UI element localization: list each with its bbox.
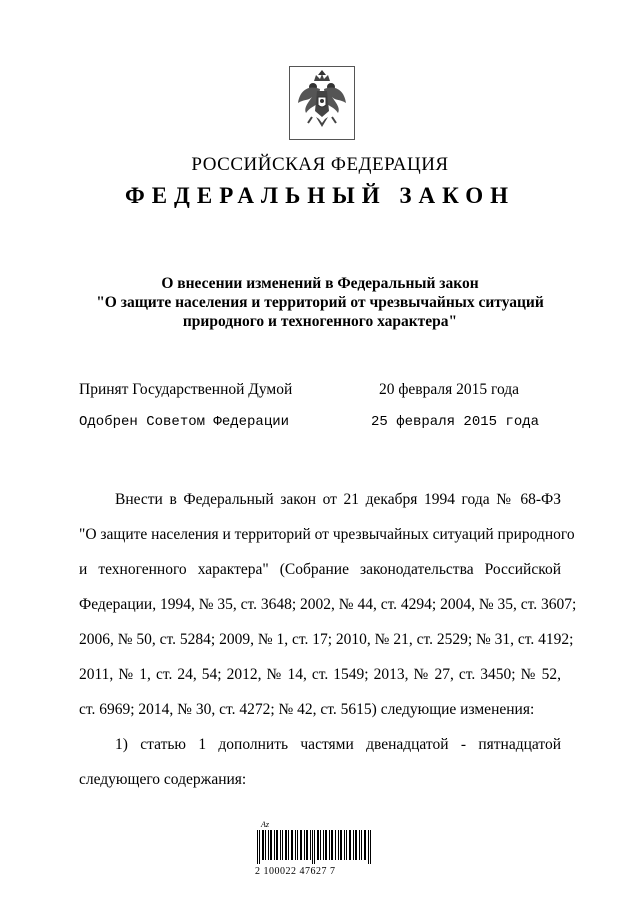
body-line: ст. 6969; 2014, № 30, ст. 4272; № 42, ст. 5615) следующие изменения: <box>79 701 535 718</box>
country-name: РОССИЙСКАЯ ФЕДЕРАЦИЯ <box>191 154 449 175</box>
state-emblem <box>289 66 355 140</box>
body-line: Внести в Федеральный закон от 21 декабря 1994 года № 68-ФЗ <box>115 491 561 508</box>
adoption-label: Принят Государственной Думой <box>79 381 293 398</box>
double-headed-eagle-icon <box>290 67 354 139</box>
body-line: 2006, № 50, ст. 5284; 2009, № 1, ст. 17; 2010, № 21, ст. 2529; № 31, ст. 4192; <box>79 631 574 648</box>
law-body <box>79 482 577 797</box>
barcode-number: 2 100022 47627 7 <box>255 866 336 877</box>
adoption-label: Одобрен Советом Федерации <box>79 414 290 430</box>
body-line: Федерации, 1994, № 35, ст. 3648; 2002, № 44, ст. 4294; 2004, № 35, ст. 3607; <box>79 596 577 613</box>
law-title <box>60 274 580 331</box>
law-title-line: "О защите населения и территорий от чрезвычайных ситуаций <box>96 294 544 311</box>
adoption-date: 20 февраля 2015 года <box>379 381 520 398</box>
barcode-mark: Az <box>261 820 269 829</box>
barcode-icon <box>255 830 375 864</box>
document-barcode <box>255 820 375 880</box>
law-title-line: О внесении изменений в Федеральный закон <box>161 275 479 292</box>
body-line: и техногенного характера" (Собрание законодательства Российской <box>79 561 561 578</box>
adoption-date: 25 февраля 2015 года <box>371 414 540 430</box>
body-line: 1) статью 1 дополнить частями двенадцатой - пятнадцатой <box>115 736 561 753</box>
body-line: следующего содержания: <box>79 771 247 788</box>
document-type: ФЕДЕРАЛЬНЫЙ ЗАКОН <box>124 183 516 208</box>
body-line: 2011, № 1, ст. 24, 54; 2012, № 14, ст. 1549; 2013, № 27, ст. 3450; № 52, <box>79 666 561 683</box>
law-title-line: природного и техногенного характера" <box>182 313 458 330</box>
body-line: "О защите населения и территорий от чрезвычайных ситуаций природного <box>79 526 575 543</box>
